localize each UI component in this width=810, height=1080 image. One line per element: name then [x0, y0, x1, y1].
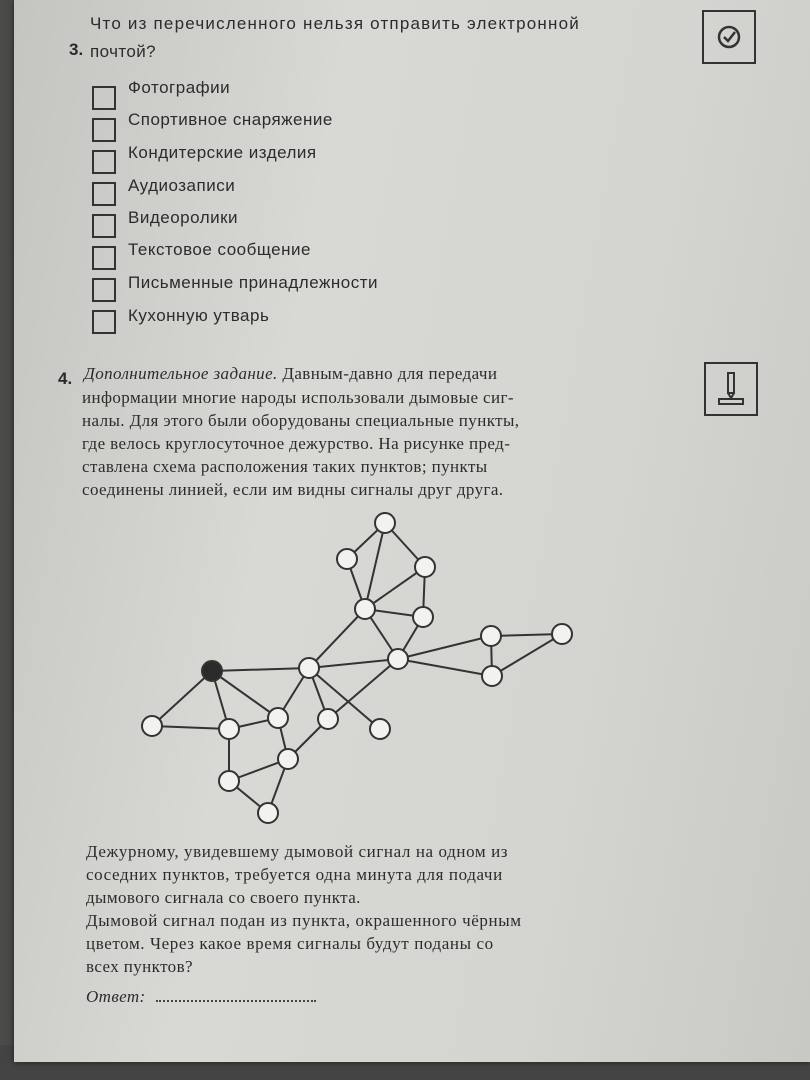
option-label-3: Кондитерские изделия	[128, 143, 317, 162]
option-label-8: Кухонную утварь	[128, 306, 270, 325]
q4-text-line4: ставлена схема расположения таких пунктов; пункты	[82, 457, 488, 476]
q4-number: 4.	[58, 369, 73, 388]
edge-K-N	[212, 671, 278, 718]
edge-D-G	[309, 609, 365, 668]
q4-text-line5: соединены линией, если им видны сигналы друг друга.	[82, 480, 504, 499]
q4-after-line3: дымового сигнала со своего пункта.	[86, 888, 361, 907]
node-G	[299, 658, 319, 678]
answer-label: Ответ:	[86, 987, 146, 1006]
node-B	[337, 549, 357, 569]
q4-after-line4: Дымовой сигнал подан из пункта, окрашенного чёрным	[86, 911, 522, 930]
q4-text-line3: где велось круглосуточное дежурство. На рисунке пред-	[82, 434, 511, 453]
node-A	[375, 513, 395, 533]
option-label-2: Спортивное снаряжение	[128, 110, 333, 129]
node-E	[413, 607, 433, 627]
edge-K-L	[152, 671, 212, 726]
edge-L-M	[152, 726, 229, 729]
edge-K-G	[212, 668, 309, 671]
option-label-1: Фотографии	[128, 78, 231, 97]
q4-after-line2: соседних пунктов, требуется одна минута для подачи	[86, 865, 503, 884]
answer-row	[86, 985, 316, 1009]
q4-intro-rest: Давным-давно для передачи	[282, 364, 498, 383]
node-M	[219, 719, 239, 739]
option-label-5: Видеоролики	[128, 208, 239, 227]
q4-text-line2: налы. Для этого были оборудованы специальные пункты,	[82, 411, 520, 430]
node-D	[355, 599, 375, 619]
node-L	[142, 716, 162, 736]
q4-after-line5: цветом. Через какое время сигналы будут поданы со	[86, 934, 494, 953]
node-S	[258, 803, 278, 823]
node-J	[482, 666, 502, 686]
option-label-7: Письменные принадлежности	[128, 273, 378, 292]
q3-question-line2: почтой?	[90, 42, 156, 61]
node-R	[219, 771, 239, 791]
edge-F-H	[398, 636, 491, 659]
node-I	[552, 624, 572, 644]
node-N	[268, 708, 288, 728]
q4-after-line1: Дежурному, увидевшему дымовой сигнал на одном из	[86, 842, 509, 861]
start-node-black	[202, 661, 222, 681]
q4-label: Дополнительное задание.	[84, 364, 278, 383]
option-label-6: Текстовое сообщение	[128, 240, 311, 259]
q4-after-line6: всех пунктов?	[86, 957, 193, 976]
edge-F-J	[398, 659, 492, 676]
network-nodes	[142, 513, 572, 823]
node-Q	[278, 749, 298, 769]
edge-J-I	[492, 634, 562, 676]
q4-text-line1: информации многие народы использовали дымовые сиг-	[82, 388, 514, 407]
node-C	[415, 557, 435, 577]
node-H	[481, 626, 501, 646]
answer-field[interactable]	[156, 986, 316, 1002]
q3-question-line1: Что из перечисленного нельзя отправить электронной	[90, 14, 580, 33]
node-P	[370, 719, 390, 739]
q3-number: 3.	[69, 40, 84, 59]
node-O	[318, 709, 338, 729]
workbook-page	[14, 0, 810, 1062]
option-label-4: Аудиозаписи	[128, 176, 236, 195]
node-F	[388, 649, 408, 669]
edge-O-F	[328, 659, 398, 719]
edge-G-F	[309, 659, 398, 668]
book-spine	[0, 0, 14, 1080]
